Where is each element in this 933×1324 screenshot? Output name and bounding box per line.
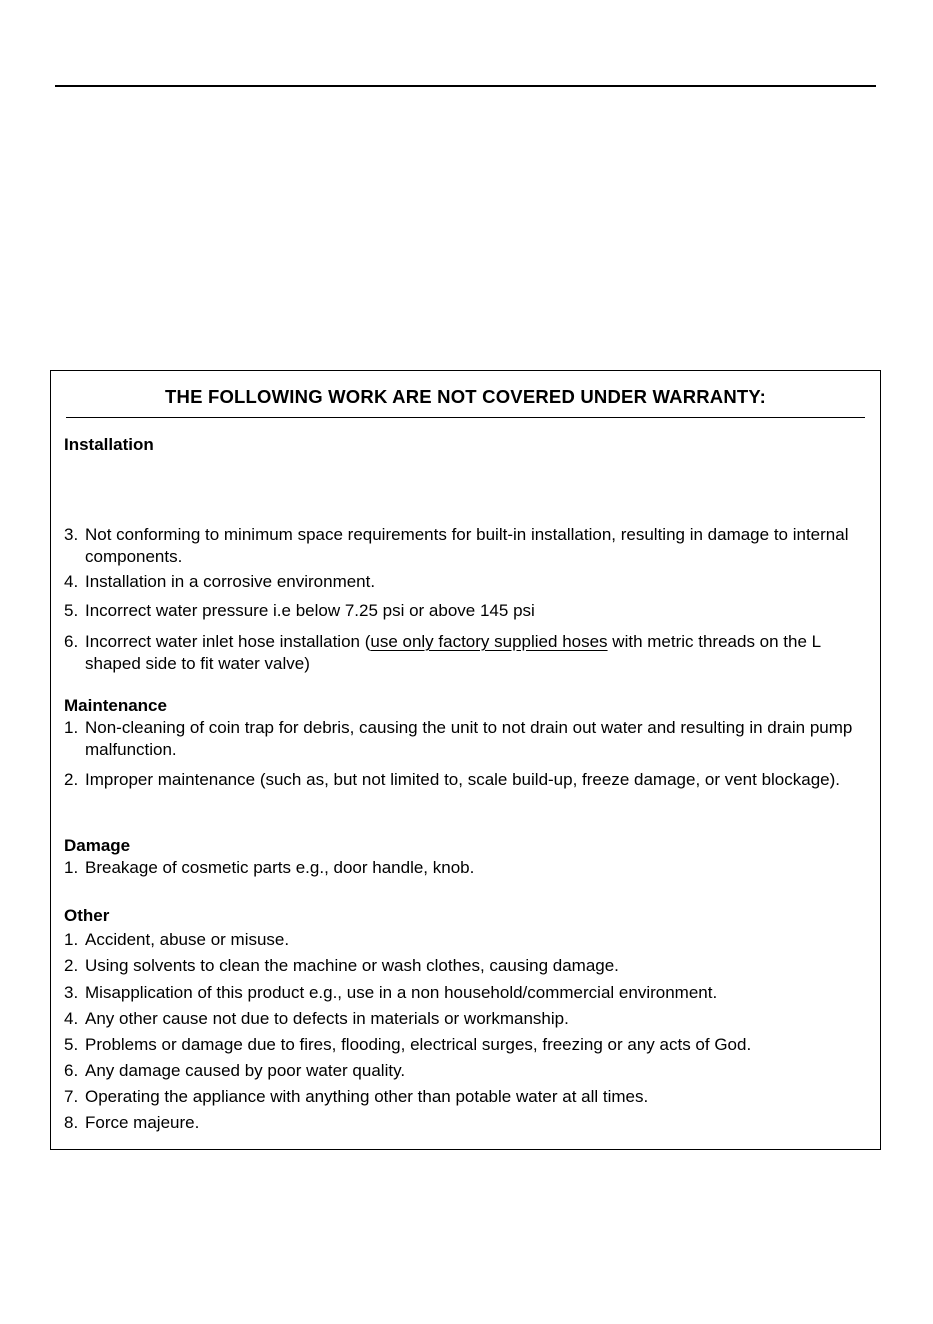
- other-item-5: [64, 1034, 864, 1056]
- item-text-after: with metric threads on the L shaped side to fit water valve): [85, 632, 821, 673]
- factory-hoses-note: use only factory supplied hoses: [370, 632, 608, 651]
- item-number: 1.: [64, 858, 79, 877]
- item-number: 6.: [64, 632, 79, 651]
- damage-item-1: [64, 857, 864, 879]
- item-text: Installation in a corrosive environment.: [85, 572, 376, 591]
- item-text-before: Incorrect water inlet hose installation (: [85, 632, 371, 651]
- maintenance-item-1: [64, 717, 864, 760]
- installation-item-4: [64, 571, 864, 593]
- item-number: 5.: [64, 1035, 79, 1054]
- installation-item-3: [64, 524, 864, 567]
- item-number: 2.: [64, 770, 79, 789]
- installation-item-5: [64, 600, 864, 622]
- maintenance-heading: Maintenance: [64, 696, 167, 715]
- item-text: Breakage of cosmetic parts e.g., door handle, knob.: [85, 858, 475, 877]
- item-text: Not conforming to minimum space requirements for built-in installation, resulting in damage to internal components.: [85, 525, 849, 566]
- other-item-1: [64, 929, 864, 951]
- item-number: 4.: [64, 572, 79, 591]
- other-item-8: [64, 1112, 864, 1134]
- installation-item-6: [64, 631, 864, 674]
- other-item-4: [64, 1008, 864, 1030]
- item-number: 1.: [64, 718, 79, 737]
- item-text: Incorrect water pressure i.e below 7.25 psi or above 145 psi: [85, 601, 535, 620]
- other-item-3: [64, 982, 864, 1004]
- item-number: 1.: [64, 930, 79, 949]
- item-text: Using solvents to clean the machine or wash clothes, causing damage.: [85, 956, 619, 975]
- other-item-6: [64, 1060, 864, 1082]
- item-text: Problems or damage due to fires, flooding, electrical surges, freezing or any acts of God.: [85, 1035, 752, 1054]
- damage-heading: Damage: [64, 836, 131, 855]
- item-text: Accident, abuse or misuse.: [85, 930, 290, 949]
- item-number: 4.: [64, 1009, 79, 1028]
- other-item-2: [64, 955, 864, 977]
- item-text: Force majeure.: [85, 1113, 200, 1132]
- title-divider: [66, 417, 865, 418]
- warranty-exclusions-box: [50, 370, 881, 1150]
- item-text: Misapplication of this product e.g., use in a non household/commercial environment.: [85, 983, 718, 1002]
- item-number: 5.: [64, 601, 79, 620]
- other-item-7: [64, 1086, 864, 1108]
- item-text: Any damage caused by poor water quality.: [85, 1061, 406, 1080]
- item-text: Improper maintenance (such as, but not limited to, scale build-up, freeze damage, or vent blockage).: [85, 770, 841, 789]
- item-number: 7.: [64, 1087, 79, 1106]
- item-number: 3.: [64, 525, 79, 544]
- item-text: [64, 631, 864, 674]
- item-number: 3.: [64, 983, 79, 1002]
- header-rule: [55, 85, 876, 87]
- item-text: Non-cleaning of coin trap for debris, causing the unit to not drain out water and resulting in drain pump malfunction.: [85, 718, 853, 759]
- installation-heading: Installation: [64, 435, 154, 454]
- box-title: THE FOLLOWING WORK ARE NOT COVERED UNDER WARRANTY:: [165, 386, 766, 407]
- item-number: 6.: [64, 1061, 79, 1080]
- item-text: Any other cause not due to defects in materials or workmanship.: [85, 1009, 569, 1028]
- item-text: Operating the appliance with anything other than potable water at all times.: [85, 1087, 649, 1106]
- item-number: 2.: [64, 956, 79, 975]
- item-number: 8.: [64, 1113, 79, 1132]
- other-heading: Other: [64, 906, 110, 925]
- maintenance-item-2: [64, 769, 864, 791]
